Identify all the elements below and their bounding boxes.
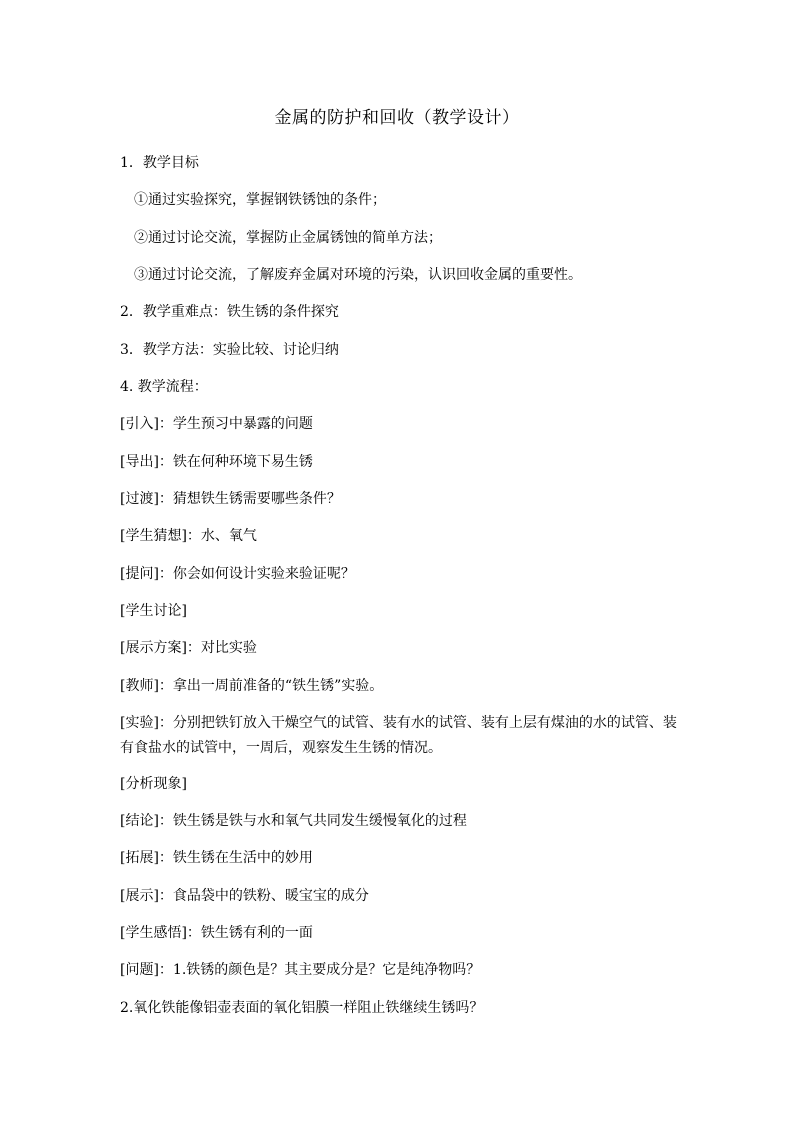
section-heading-process: 4. 教学流程： bbox=[120, 379, 208, 395]
process-step-teacher: [教师]：拿出一周前准备的“铁生锈”实验。 bbox=[120, 678, 384, 694]
process-step-guess: [学生猜想]：水、氧气 bbox=[120, 528, 257, 544]
section-heading-methods: 3．教学方法：实验比较、讨论归纳 bbox=[120, 342, 339, 358]
section-heading-keypoints: 2．教学重难点：铁生锈的条件探究 bbox=[120, 304, 339, 320]
process-step-lead: [导出]：铁在何种环境下易生锈 bbox=[120, 454, 313, 470]
process-step-display: [展示]：食品袋中的铁粉、暖宝宝的成分 bbox=[120, 888, 369, 904]
process-step-transition: [过渡]：猜想铁生锈需要哪些条件？ bbox=[120, 491, 341, 507]
document-title: 金属的防护和回收（教学设计） bbox=[274, 108, 520, 128]
goal-item-3: ③通过讨论交流，了解废弃金属对环境的污染，认识回收金属的重要性。 bbox=[134, 267, 582, 283]
goal-item-2: ②通过讨论交流，掌握防止金属锈蚀的简单方法； bbox=[134, 230, 442, 246]
process-step-problem-2: 2.氧化铁能像铝壶表面的氧化铝膜一样阻止铁继续生锈吗？ bbox=[120, 1000, 484, 1016]
process-step-insight: [学生感悟]：铁生锈有利的一面 bbox=[120, 925, 313, 941]
section-heading-goals: 1．教学目标 bbox=[120, 155, 199, 171]
process-step-experiment: [实验]：分别把铁钉放入干燥空气的试管、装有水的试管、装有上层有煤油的水的试管、装有食盐水的试管中，一周后，观察发生生锈的情况。 bbox=[120, 715, 677, 756]
process-step-discussion: [学生讨论] bbox=[120, 603, 187, 619]
process-step-intro: [引入]：学生预习中暴露的问题 bbox=[120, 416, 313, 432]
process-step-plan: [展示方案]：对比实验 bbox=[120, 640, 257, 656]
process-step-analysis: [分析现象] bbox=[120, 776, 187, 792]
goal-item-1: ①通过实验探究，掌握钢铁锈蚀的条件； bbox=[134, 192, 386, 208]
process-step-conclusion: [结论]：铁生锈是铁与水和氧气共同发生缓慢氧化的过程 bbox=[120, 813, 467, 829]
process-step-extension: [拓展]：铁生锈在生活中的妙用 bbox=[120, 850, 313, 866]
process-step-problem-1: [问题]：1.铁锈的颜色是？其主要成分是？它是纯净物吗？ bbox=[120, 962, 481, 978]
process-step-question: [提问]：你会如何设计实验来验证呢？ bbox=[120, 566, 355, 582]
